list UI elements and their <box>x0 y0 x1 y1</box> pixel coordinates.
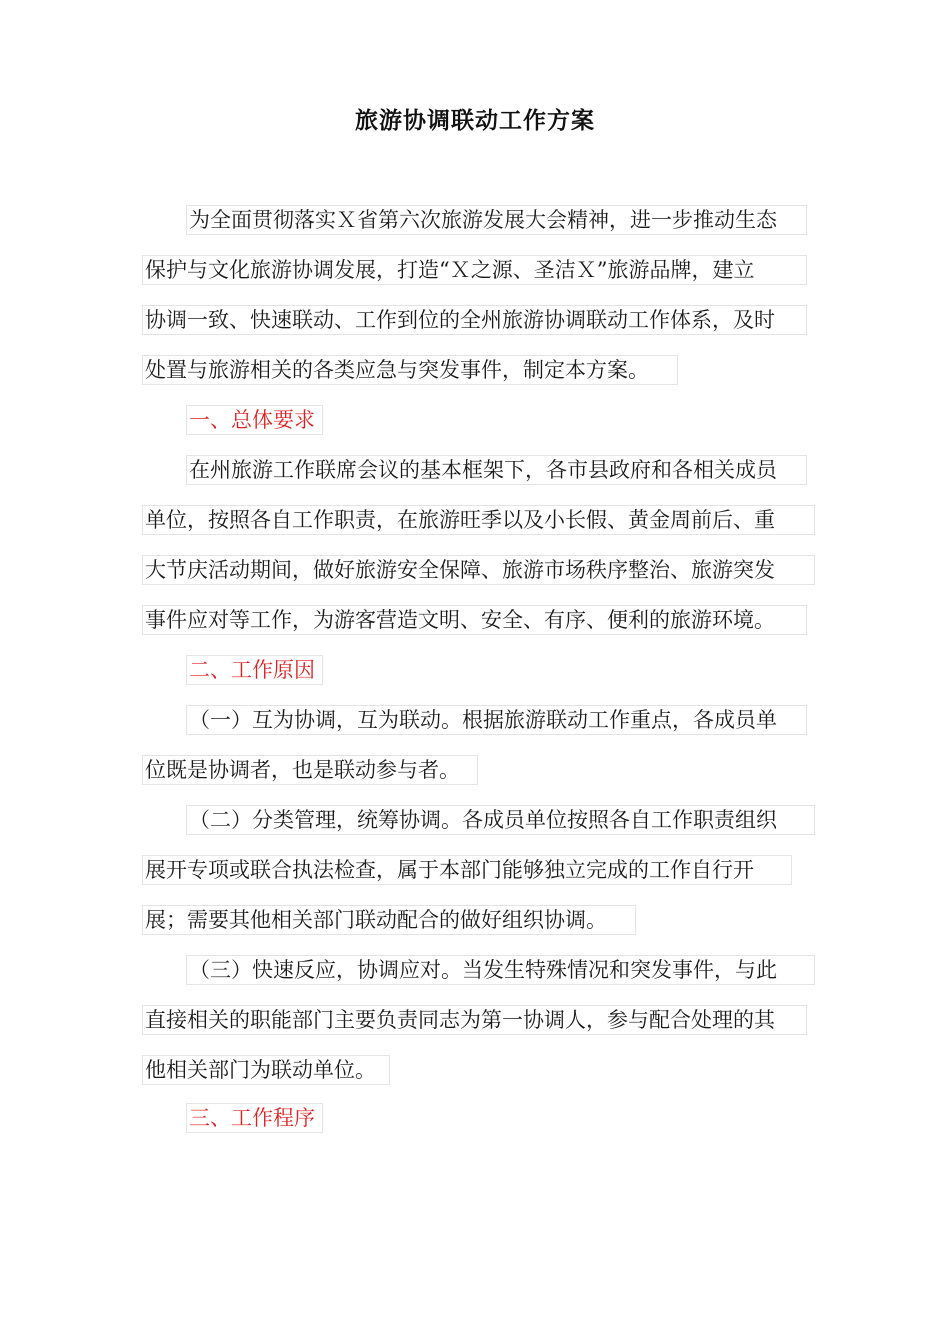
body-line: 直接相关的职能部门主要负责同志为第一协调人，参与配合处理的其 <box>142 1005 807 1035</box>
body-line: 为全面贯彻落实Ｘ省第六次旅游发展大会精神，进一步推动生态 <box>186 205 807 235</box>
body-line: 他相关部门为联动单位。 <box>142 1055 390 1085</box>
body-line: 在州旅游工作联席会议的基本框架下，各市县政府和各相关成员 <box>186 455 807 485</box>
body-line: 展；需要其他相关部门联动配合的做好组织协调。 <box>142 905 636 935</box>
body-line: 协调一致、快速联动、工作到位的全州旅游协调联动工作体系，及时 <box>142 305 807 335</box>
body-line: （三）快速反应，协调应对。当发生特殊情况和突发事件，与此 <box>186 955 815 985</box>
body-line: （二）分类管理，统筹协调。各成员单位按照各自工作职责组织 <box>186 805 815 835</box>
body-line: 位既是协调者，也是联动参与者。 <box>142 755 478 785</box>
body-line: 展开专项或联合执法检查，属于本部门能够独立完成的工作自行开 <box>142 855 792 885</box>
body-line: 处置与旅游相关的各类应急与突发事件，制定本方案。 <box>142 355 678 385</box>
body-line: 单位，按照各自工作职责，在旅游旺季以及小长假、黄金周前后、重 <box>142 505 815 535</box>
body-line: 大节庆活动期间，做好旅游安全保障、旅游市场秩序整治、旅游突发 <box>142 555 815 585</box>
section-heading: 三、工作程序 <box>186 1103 323 1133</box>
body-line: 事件应对等工作，为游客营造文明、安全、有序、便利的旅游环境。 <box>142 605 807 635</box>
body-line: （一）互为协调，互为联动。根据旅游联动工作重点，各成员单 <box>186 705 807 735</box>
body-line: 保护与文化旅游协调发展，打造“Ｘ之源、圣洁Ｘ”旅游品牌，建立 <box>142 255 807 285</box>
section-heading: 一、总体要求 <box>186 405 323 435</box>
section-heading: 二、工作原因 <box>186 655 323 685</box>
document-title: 旅游协调联动工作方案 <box>355 107 595 134</box>
